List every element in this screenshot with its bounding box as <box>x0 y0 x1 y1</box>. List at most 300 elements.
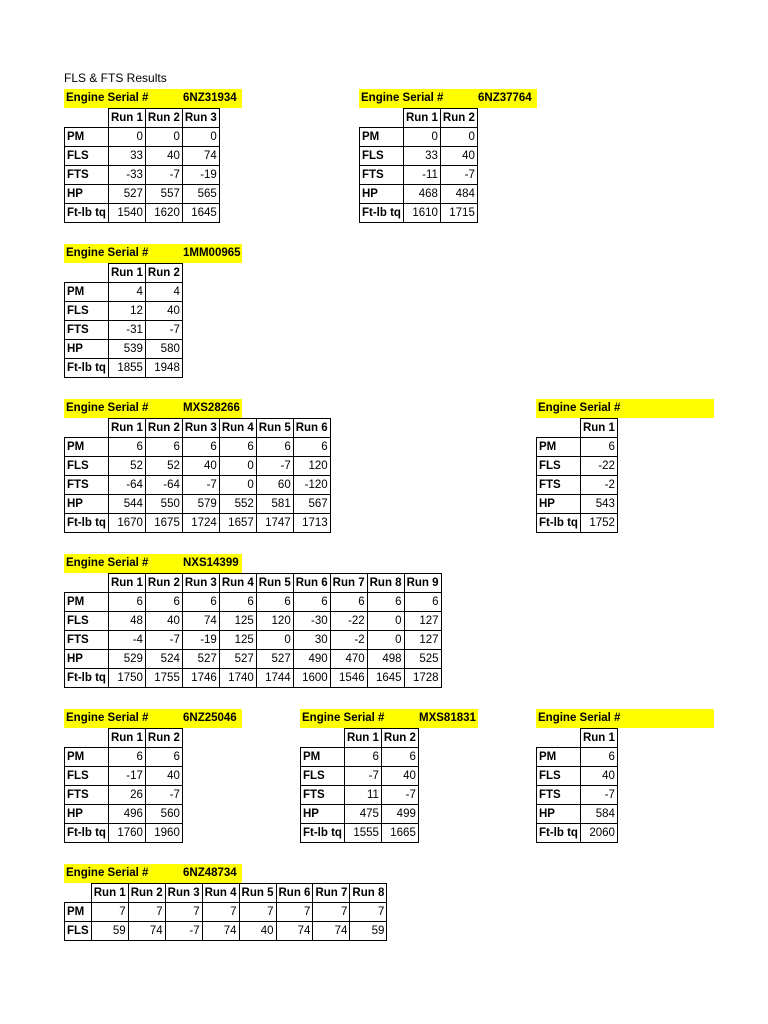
value-cell: 26 <box>108 786 145 805</box>
run-header-cell: Run 1 <box>108 109 145 128</box>
value-cell: 6 <box>404 593 441 612</box>
value-cell: 74 <box>276 922 313 941</box>
row-label-cell: PM <box>65 128 109 147</box>
row-label-cell: FTS <box>65 631 109 650</box>
value-cell: -7 <box>256 457 293 476</box>
serial-number: MXS81831 <box>419 709 478 728</box>
value-cell: 0 <box>367 631 404 650</box>
header-corner-cell <box>537 419 581 438</box>
value-cell: 6 <box>293 593 330 612</box>
value-cell: 498 <box>367 650 404 669</box>
results-table <box>64 263 183 378</box>
value-cell: 127 <box>404 612 441 631</box>
value-cell: 6 <box>219 438 256 457</box>
value-cell: 525 <box>404 650 441 669</box>
value-cell: 1855 <box>108 359 145 378</box>
row-label-cell: PM <box>65 593 109 612</box>
row-label-cell: FLS <box>301 767 345 786</box>
value-cell: 496 <box>108 805 145 824</box>
value-cell: 74 <box>182 612 219 631</box>
run-header-cell: Run 5 <box>256 419 293 438</box>
run-header-cell: Run 2 <box>145 574 182 593</box>
value-cell: 560 <box>145 805 182 824</box>
row-label-cell: PM <box>65 748 109 767</box>
serial-number-empty <box>655 709 714 728</box>
serial-label: Engine Serial # <box>300 709 419 728</box>
row-label-cell: HP <box>301 805 345 824</box>
results-table <box>64 573 442 688</box>
row-label-cell: Ft-lb tq <box>65 204 109 223</box>
value-cell: 557 <box>145 185 182 204</box>
value-cell: 475 <box>344 805 381 824</box>
table-row <box>65 283 183 302</box>
run-header-cell: Run 8 <box>367 574 404 593</box>
value-cell: -7 <box>344 767 381 786</box>
results-table <box>359 108 478 223</box>
value-cell: 6 <box>330 593 367 612</box>
value-cell: 543 <box>580 495 617 514</box>
run-header-cell: Run 1 <box>344 729 381 748</box>
value-cell: 6 <box>367 593 404 612</box>
table-row <box>301 767 419 786</box>
run-header-cell: Run 2 <box>128 884 165 903</box>
serial-number: 1MM00965 <box>183 244 242 263</box>
value-cell: -4 <box>108 631 145 650</box>
value-cell: 1540 <box>108 204 145 223</box>
row-label-cell: Ft-lb tq <box>360 204 404 223</box>
value-cell: 0 <box>182 128 219 147</box>
table-header-row <box>537 419 618 438</box>
serial-number: MXS28266 <box>183 399 242 418</box>
value-cell: 527 <box>219 650 256 669</box>
table-row <box>65 476 331 495</box>
value-cell: 544 <box>108 495 145 514</box>
value-cell: 539 <box>108 340 145 359</box>
row-label-cell: FLS <box>65 302 109 321</box>
value-cell: 7 <box>165 903 202 922</box>
value-cell: -30 <box>293 612 330 631</box>
value-cell: 1760 <box>108 824 145 843</box>
run-header-cell: Run 3 <box>182 109 219 128</box>
row-label-cell: FTS <box>65 476 109 495</box>
row-label-cell: Ft-lb tq <box>65 669 109 688</box>
table-row <box>537 457 618 476</box>
table-header-row <box>65 884 387 903</box>
row-label-cell: FLS <box>537 767 581 786</box>
table-row <box>65 147 220 166</box>
value-cell: 1645 <box>182 204 219 223</box>
value-cell: -7 <box>381 786 418 805</box>
value-cell: 529 <box>108 650 145 669</box>
table-header-row <box>301 729 419 748</box>
table-header-row <box>360 109 478 128</box>
value-cell: 6 <box>256 438 293 457</box>
value-cell: 567 <box>293 495 330 514</box>
value-cell: 6 <box>145 593 182 612</box>
value-cell: 499 <box>381 805 418 824</box>
value-cell: 6 <box>219 593 256 612</box>
run-header-cell: Run 3 <box>165 884 202 903</box>
run-header-cell: Run 3 <box>182 419 219 438</box>
value-cell: 1555 <box>344 824 381 843</box>
table-row <box>65 903 387 922</box>
table-header-row <box>537 729 618 748</box>
run-header-cell: Run 4 <box>219 419 256 438</box>
row-label-cell: Ft-lb tq <box>65 359 109 378</box>
value-cell: 550 <box>145 495 182 514</box>
table-row <box>65 204 220 223</box>
value-cell: 48 <box>108 612 145 631</box>
value-cell: 0 <box>219 457 256 476</box>
table-row <box>360 128 478 147</box>
value-cell: 1752 <box>580 514 617 533</box>
row-label-cell: Ft-lb tq <box>301 824 345 843</box>
value-cell: 1747 <box>256 514 293 533</box>
value-cell: -2 <box>330 631 367 650</box>
value-cell: 6 <box>256 593 293 612</box>
table-row <box>65 457 331 476</box>
row-label-cell: FTS <box>65 166 109 185</box>
header-corner-cell <box>65 419 109 438</box>
value-cell: 484 <box>440 185 477 204</box>
table-row <box>65 767 183 786</box>
run-header-cell: Run 2 <box>440 109 477 128</box>
value-cell: -7 <box>182 476 219 495</box>
row-label-cell: PM <box>65 903 92 922</box>
value-cell: -22 <box>580 457 617 476</box>
table-row <box>65 669 442 688</box>
value-cell: 1645 <box>367 669 404 688</box>
value-cell: -7 <box>145 321 182 340</box>
value-cell: 1610 <box>403 204 440 223</box>
run-header-cell: Run 8 <box>350 884 387 903</box>
table-row <box>65 612 442 631</box>
row-label-cell: FTS <box>537 476 581 495</box>
value-cell: 527 <box>108 185 145 204</box>
table-row <box>537 805 618 824</box>
value-cell: -17 <box>108 767 145 786</box>
table-row <box>360 185 478 204</box>
serial-label: Engine Serial # <box>64 89 183 108</box>
value-cell: 40 <box>580 767 617 786</box>
value-cell: 527 <box>182 650 219 669</box>
value-cell: 1620 <box>145 204 182 223</box>
serial-label: Engine Serial # <box>359 89 478 108</box>
value-cell: 7 <box>202 903 239 922</box>
row-label-cell: FLS <box>65 922 92 941</box>
value-cell: 120 <box>256 612 293 631</box>
table-row <box>537 767 618 786</box>
value-cell: 6 <box>580 438 617 457</box>
row-label-cell: Ft-lb tq <box>537 824 581 843</box>
value-cell: 6 <box>381 748 418 767</box>
value-cell: 6 <box>182 593 219 612</box>
table-header-row <box>65 729 183 748</box>
header-corner-cell <box>360 109 404 128</box>
value-cell: -7 <box>580 786 617 805</box>
serial-number: 6NZ31934 <box>183 89 242 108</box>
table-row <box>65 786 183 805</box>
row-label-cell: HP <box>537 805 581 824</box>
value-cell: 580 <box>145 340 182 359</box>
table-row <box>301 805 419 824</box>
value-cell: 40 <box>145 147 182 166</box>
table-row <box>65 495 331 514</box>
table-row <box>65 805 183 824</box>
table-row <box>537 786 618 805</box>
value-cell: 1750 <box>108 669 145 688</box>
value-cell: -11 <box>403 166 440 185</box>
table-row <box>537 438 618 457</box>
value-cell: 11 <box>344 786 381 805</box>
table-row <box>65 340 183 359</box>
results-table <box>64 418 331 533</box>
serial-label: Engine Serial # <box>536 399 655 418</box>
value-cell: 12 <box>108 302 145 321</box>
value-cell: -19 <box>182 166 219 185</box>
table-row <box>65 185 220 204</box>
table-row <box>537 514 618 533</box>
value-cell: 125 <box>219 612 256 631</box>
value-cell: -7 <box>440 166 477 185</box>
value-cell: 6 <box>108 748 145 767</box>
value-cell: 40 <box>145 612 182 631</box>
value-cell: 4 <box>145 283 182 302</box>
row-label-cell: FLS <box>65 457 109 476</box>
value-cell: 127 <box>404 631 441 650</box>
row-label-cell: HP <box>65 805 109 824</box>
page-title: FLS & FTS Results <box>64 71 167 85</box>
run-header-cell: Run 2 <box>145 419 182 438</box>
table-row <box>65 650 442 669</box>
table-row <box>537 495 618 514</box>
table-row <box>65 748 183 767</box>
value-cell: 6 <box>108 593 145 612</box>
table-row <box>360 147 478 166</box>
results-table <box>300 728 419 843</box>
value-cell: 4 <box>108 283 145 302</box>
run-header-cell: Run 5 <box>239 884 276 903</box>
run-header-cell: Run 1 <box>108 264 145 283</box>
value-cell: 7 <box>128 903 165 922</box>
row-label-cell: FTS <box>65 321 109 340</box>
row-label-cell: PM <box>537 748 581 767</box>
value-cell: 52 <box>108 457 145 476</box>
value-cell: 1675 <box>145 514 182 533</box>
value-cell: 40 <box>182 457 219 476</box>
value-cell: 1713 <box>293 514 330 533</box>
header-corner-cell <box>65 884 92 903</box>
value-cell: 52 <box>145 457 182 476</box>
serial-number-empty <box>655 399 714 418</box>
value-cell: -33 <box>108 166 145 185</box>
run-header-cell: Run 3 <box>182 574 219 593</box>
value-cell: 40 <box>381 767 418 786</box>
value-cell: 40 <box>239 922 276 941</box>
value-cell: 1600 <box>293 669 330 688</box>
results-table <box>64 108 220 223</box>
value-cell: 30 <box>293 631 330 650</box>
row-label-cell: HP <box>65 650 109 669</box>
table-row <box>360 204 478 223</box>
serial-label: Engine Serial # <box>64 554 183 573</box>
row-label-cell: HP <box>65 340 109 359</box>
value-cell: 565 <box>182 185 219 204</box>
header-corner-cell <box>301 729 345 748</box>
table-row <box>65 359 183 378</box>
table-row <box>65 166 220 185</box>
results-table <box>64 728 183 843</box>
table-header-row <box>65 264 183 283</box>
table-row <box>65 514 331 533</box>
run-header-cell: Run 4 <box>219 574 256 593</box>
value-cell: 1670 <box>108 514 145 533</box>
run-header-cell: Run 7 <box>330 574 367 593</box>
value-cell: -7 <box>145 166 182 185</box>
value-cell: -7 <box>145 631 182 650</box>
serial-label: Engine Serial # <box>64 244 183 263</box>
value-cell: 59 <box>91 922 128 941</box>
header-corner-cell <box>65 109 109 128</box>
run-header-cell: Run 2 <box>145 109 182 128</box>
value-cell: 584 <box>580 805 617 824</box>
row-label-cell: FTS <box>360 166 404 185</box>
value-cell: 490 <box>293 650 330 669</box>
value-cell: 1755 <box>145 669 182 688</box>
row-label-cell: PM <box>537 438 581 457</box>
value-cell: 7 <box>91 903 128 922</box>
value-cell: -19 <box>182 631 219 650</box>
row-label-cell: Ft-lb tq <box>65 824 109 843</box>
value-cell: 1728 <box>404 669 441 688</box>
value-cell: 6 <box>344 748 381 767</box>
serial-label: Engine Serial # <box>64 864 183 883</box>
run-header-cell: Run 9 <box>404 574 441 593</box>
serial-number: NXS14399 <box>183 554 242 573</box>
row-label-cell: HP <box>360 185 404 204</box>
row-label-cell: PM <box>65 438 109 457</box>
value-cell: 6 <box>108 438 145 457</box>
row-label-cell: PM <box>65 283 109 302</box>
run-header-cell: Run 1 <box>403 109 440 128</box>
value-cell: 33 <box>403 147 440 166</box>
value-cell: 1960 <box>145 824 182 843</box>
table-row <box>537 824 618 843</box>
value-cell: 0 <box>256 631 293 650</box>
value-cell: 33 <box>108 147 145 166</box>
table-row <box>65 824 183 843</box>
value-cell: 552 <box>219 495 256 514</box>
row-label-cell: FLS <box>65 767 109 786</box>
run-header-cell: Run 2 <box>145 729 182 748</box>
row-label-cell: HP <box>537 495 581 514</box>
value-cell: 1657 <box>219 514 256 533</box>
value-cell: 40 <box>145 302 182 321</box>
serial-number: 6NZ25046 <box>183 709 242 728</box>
results-table <box>536 728 618 843</box>
value-cell: 0 <box>219 476 256 495</box>
value-cell: 6 <box>145 748 182 767</box>
run-header-cell: Run 2 <box>381 729 418 748</box>
value-cell: 40 <box>440 147 477 166</box>
value-cell: 470 <box>330 650 367 669</box>
value-cell: -7 <box>165 922 202 941</box>
value-cell: 120 <box>293 457 330 476</box>
row-label-cell: FTS <box>65 786 109 805</box>
row-label-cell: PM <box>301 748 345 767</box>
run-header-cell: Run 1 <box>91 884 128 903</box>
table-row <box>65 631 442 650</box>
row-label-cell: PM <box>360 128 404 147</box>
row-label-cell: FLS <box>360 147 404 166</box>
header-corner-cell <box>65 264 109 283</box>
value-cell: 125 <box>219 631 256 650</box>
run-header-cell: Run 4 <box>202 884 239 903</box>
value-cell: -64 <box>145 476 182 495</box>
run-header-cell: Run 7 <box>313 884 350 903</box>
value-cell: 74 <box>182 147 219 166</box>
value-cell: 524 <box>145 650 182 669</box>
value-cell: 1744 <box>256 669 293 688</box>
table-header-row <box>65 419 331 438</box>
value-cell: 1724 <box>182 514 219 533</box>
run-header-cell: Run 6 <box>293 574 330 593</box>
value-cell: 6 <box>182 438 219 457</box>
value-cell: 1948 <box>145 359 182 378</box>
table-row <box>65 321 183 340</box>
serial-number: 6NZ48734 <box>183 864 242 883</box>
value-cell: 7 <box>313 903 350 922</box>
row-label-cell: FTS <box>301 786 345 805</box>
table-row <box>301 748 419 767</box>
run-header-cell: Run 1 <box>108 419 145 438</box>
table-row <box>65 128 220 147</box>
value-cell: -120 <box>293 476 330 495</box>
table-header-row <box>65 574 442 593</box>
value-cell: 74 <box>202 922 239 941</box>
value-cell: 7 <box>276 903 313 922</box>
serial-label: Engine Serial # <box>64 399 183 418</box>
run-header-cell: Run 6 <box>276 884 313 903</box>
value-cell: 60 <box>256 476 293 495</box>
row-label-cell: FLS <box>65 147 109 166</box>
results-table <box>64 883 387 941</box>
value-cell: 6 <box>145 438 182 457</box>
value-cell: 579 <box>182 495 219 514</box>
row-label-cell: FLS <box>65 612 109 631</box>
value-cell: 0 <box>440 128 477 147</box>
value-cell: -64 <box>108 476 145 495</box>
row-label-cell: Ft-lb tq <box>537 514 581 533</box>
value-cell: -7 <box>145 786 182 805</box>
value-cell: 59 <box>350 922 387 941</box>
run-header-cell: Run 1 <box>108 729 145 748</box>
serial-label: Engine Serial # <box>536 709 655 728</box>
value-cell: 468 <box>403 185 440 204</box>
value-cell: 1746 <box>182 669 219 688</box>
row-label-cell: Ft-lb tq <box>65 514 109 533</box>
value-cell: 74 <box>313 922 350 941</box>
value-cell: 7 <box>350 903 387 922</box>
value-cell: -22 <box>330 612 367 631</box>
run-header-cell: Run 2 <box>145 264 182 283</box>
header-corner-cell <box>65 574 109 593</box>
table-row <box>301 824 419 843</box>
value-cell: 581 <box>256 495 293 514</box>
value-cell: -31 <box>108 321 145 340</box>
value-cell: -2 <box>580 476 617 495</box>
header-corner-cell <box>65 729 109 748</box>
